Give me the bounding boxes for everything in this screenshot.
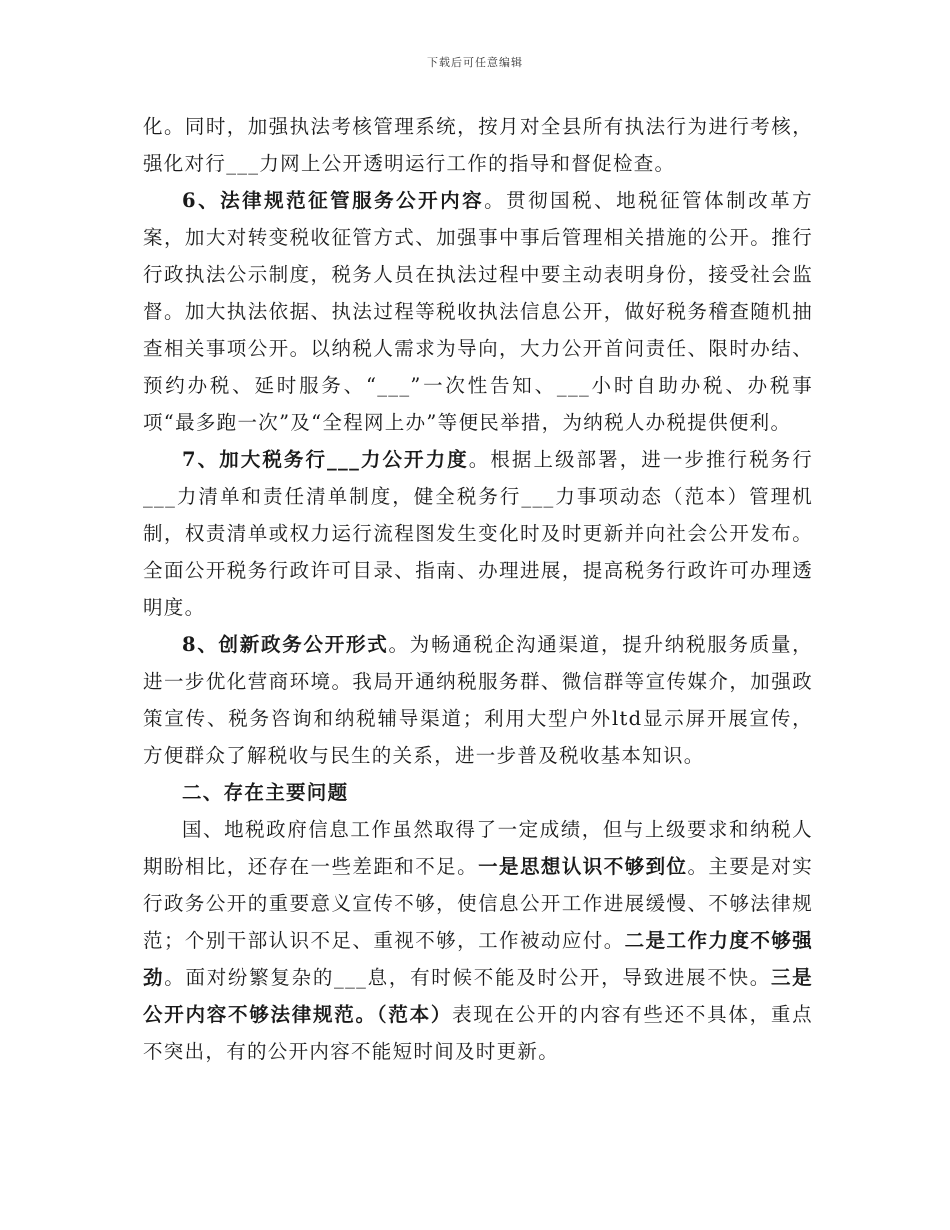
page-header: 下载后可任意编辑 bbox=[427, 56, 523, 69]
item-7-body: 。根据上级部署，进一步推行税务行___力清单和责任清单制度，健全税务行___力事项动态（范本）管理机制，权责清单或权力运行流程图发生变化时及时更新并向社会公开发布。全面公开税务行政许可目录、指南、办理进展，提高税务行政许可办理透明度。 bbox=[143, 448, 813, 619]
document-body bbox=[143, 108, 813, 1070]
problem-2-title: 二是工作力度不够强劲 bbox=[143, 929, 814, 989]
item-7-title: 7、加大税务行___力公开力度 bbox=[182, 448, 469, 471]
problems-intro: 国、地税政府信息工作虽然取得了一定成绩，但与上级要求和纳税人期盼相比，还存在一些差距和不足。 bbox=[143, 818, 813, 878]
item-6-title: 6、法律规范征管服务公开内容 bbox=[182, 189, 485, 212]
section-heading-problems: 二、存在主要问题 bbox=[182, 781, 349, 804]
paragraph-continuation: 化。同时，加强执法考核管理系统，按月对全县所有执法行为进行考核，强化对行___力网上公开透明运行工作的指导和督促检查。 bbox=[143, 115, 813, 175]
item-8-body: 。为畅通税企沟通渠道，提升纳税服务质量，进一步优化营商环境。我局开通纳税服务群、微信群等宣传媒介，加强政策宣传、税务咨询和纳税辅导渠道；利用大型户外ltd显示屏开展宣传，方便群众了解税收与民生的关系，进一步普及税收基本知识。 bbox=[143, 633, 813, 767]
problem-3-body: 表现在公开的内容有些还不具体，重点不突出，有的公开内容不能短时间及时更新。 bbox=[143, 1003, 813, 1063]
problem-1-title: 一是思想认识不够到位 bbox=[478, 855, 688, 878]
problem-1-body: 。主要是对实行政务公开的重要意义宣传不够，使信息公开工作进展缓慢、不够法律规范；个别干部认识不足、重视不够，工作被动应付。 bbox=[143, 855, 813, 952]
paragraph-item-8 bbox=[143, 626, 813, 774]
item-6-body: 。贯彻国税、地税征管体制改革方案，加大对转变税收征管方式、加强事中事后管理相关措施的公开。推行行政执法公示制度，税务人员在执法过程中要主动表明身份，接受社会监督。加大执法依据、执法过程等税收执法信息公开，做好税务稽查随机抽查相关事项公开。以纳税人需求为导向，大力公开首问责任、限时办结、预约办税、延时服务、“___”一次性告知、___小时自助办税、办税事项“最多跑一次”及“全程网上办”等便民举措，为纳税人办税提供便利。 bbox=[143, 189, 813, 434]
paragraph-problems bbox=[143, 811, 813, 1070]
item-8-title: 8、创新政务公开形式 bbox=[182, 633, 389, 656]
paragraph-item-7 bbox=[143, 441, 813, 626]
problem-2-body: 。面对纷繁复杂的___息，有时候不能及时公开，导致进展不快。 bbox=[164, 966, 771, 989]
paragraph-item-6 bbox=[143, 182, 813, 441]
problem-3-title: 三是公开内容不够法律规范。（范本） bbox=[143, 966, 813, 1026]
